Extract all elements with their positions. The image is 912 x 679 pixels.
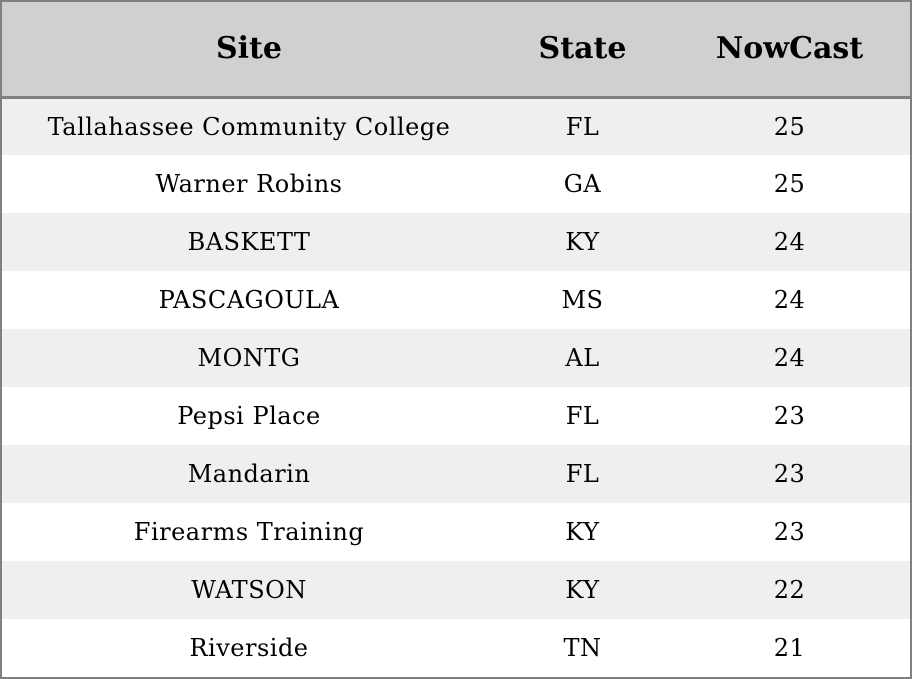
cell-nowcast: 23 xyxy=(773,518,806,546)
table-row xyxy=(2,271,910,329)
cell-site: Warner Robins xyxy=(155,170,343,198)
cell-nowcast: 25 xyxy=(773,112,806,141)
table-row xyxy=(2,213,910,271)
nowcast-table xyxy=(2,2,910,677)
cell-site: Mandarin xyxy=(187,460,311,488)
cell-state: FL xyxy=(565,112,600,141)
table-row xyxy=(2,619,910,677)
cell-state: GA xyxy=(563,170,602,198)
cell-state: FL xyxy=(565,460,600,488)
cell-state: KY xyxy=(565,518,600,546)
column-header-nowcast: NowCast xyxy=(669,2,910,97)
cell-nowcast: 23 xyxy=(773,402,806,430)
cell-site: PASCAGOULA xyxy=(158,286,340,314)
cell-site: Riverside xyxy=(189,634,309,662)
cell-state: KY xyxy=(565,576,600,604)
cell-nowcast: 21 xyxy=(773,634,806,662)
cell-site: Pepsi Place xyxy=(177,402,321,430)
table-header-row xyxy=(2,2,910,97)
cell-site: Firearms Training xyxy=(133,518,365,546)
cell-state: KY xyxy=(565,228,600,256)
table-row xyxy=(2,97,910,155)
table-row xyxy=(2,561,910,619)
cell-nowcast: 24 xyxy=(773,286,806,314)
cell-state: AL xyxy=(565,344,600,372)
table-row xyxy=(2,329,910,387)
column-header-site: Site xyxy=(2,2,496,97)
table-row xyxy=(2,155,910,213)
cell-nowcast: 24 xyxy=(773,344,806,372)
table-row xyxy=(2,387,910,445)
cell-nowcast: 23 xyxy=(773,460,806,488)
cell-site: Tallahassee Community College xyxy=(47,112,451,141)
column-header-state: State xyxy=(496,2,669,97)
table-body xyxy=(2,97,910,677)
table-row xyxy=(2,445,910,503)
cell-nowcast: 24 xyxy=(773,228,806,256)
cell-site: BASKETT xyxy=(187,228,311,256)
table-row xyxy=(2,503,910,561)
cell-nowcast: 25 xyxy=(773,170,806,198)
cell-nowcast: 22 xyxy=(773,576,806,604)
cell-state: TN xyxy=(563,634,602,662)
cell-site: WATSON xyxy=(191,576,307,604)
cell-state: FL xyxy=(565,402,600,430)
cell-site: MONTG xyxy=(197,344,301,372)
cell-state: MS xyxy=(561,286,604,314)
